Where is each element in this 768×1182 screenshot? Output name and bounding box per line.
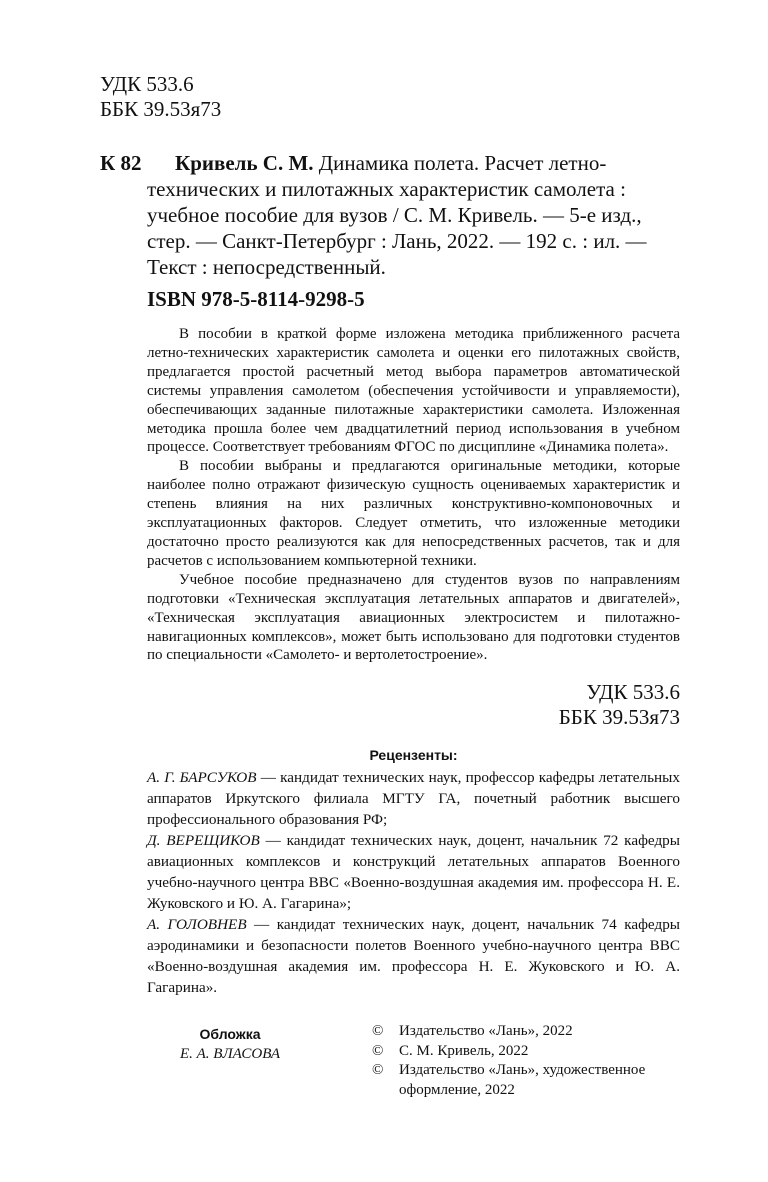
bibliographic-entry: [175, 150, 680, 176]
copyright-icon: ©: [372, 1023, 384, 1039]
bib-line-1: [175, 150, 680, 176]
author-name: Кривель С. М.: [175, 151, 314, 175]
bbk-code-bottom: ББК 39.53я73: [558, 705, 680, 729]
copyright-notices: [372, 1022, 692, 1100]
cover-credit-title: Обложка: [199, 1026, 261, 1042]
reviewer-description: — кандидат технических наук, доцент, начальник 72 кафедры авиационных комплексов и конструкций летательных аппаратов Военного учебно-научного центра ВВС «Военно-воздушная академия им. профессора Н. Е. Жуковского и Ю. А. Гагарина»;: [147, 832, 680, 912]
abstract-paragraph-2: В пособии выбраны и предлагаются оригинальные методики, которые наиболее полно отражают физическую сущность оцениваемых характеристик и степень влияния на них различных конструктивно-компоновочных и эксплуатационных факторов. Следует отметить, что изложенные методики достаточно просто реализуются как для непосредственных расчетов, так и для расчетов с использованием компьютерной техники.: [147, 458, 680, 569]
udk-code: УДК 533.6: [100, 72, 194, 96]
bib-line-2: технических и пилотажных характеристик самолета :: [147, 177, 626, 201]
copyright-text: С. М. Кривель, 2022: [399, 1042, 529, 1059]
classification-codes-bottom: [559, 680, 680, 730]
reviewers-section: [147, 745, 680, 998]
bib-line-5: Текст : непосредственный.: [147, 255, 386, 279]
reviewer-name: А. ГОЛОВНЕВ: [147, 916, 247, 933]
reviewer-item: [147, 914, 680, 998]
copyright-text: Издательство «Лань», 2022: [399, 1023, 573, 1039]
reviewer-name: Д. ВЕРЕЩИКОВ: [147, 832, 260, 849]
reviewer-name: А. Г. БАРСУКОВ: [147, 769, 257, 786]
bib-line-3: учебное пособие для вузов / С. М. Кривель. — 5-е изд.,: [147, 203, 642, 227]
copyright-icon: ©: [372, 1042, 384, 1059]
bib-line-4: стер. — Санкт-Петербург : Лань, 2022. — 192 с. : ил. —: [147, 229, 647, 253]
bibliographic-record: [100, 150, 680, 280]
reviewer-description: — кандидат технических наук, доцент, начальник 74 кафедры аэродинамики и безопасности полетов Военного учебно-научного центра ВВС «Военно-воздушная академия им. профессора Н. Е. Жуковского и Ю. А. Гагарина».: [147, 916, 680, 996]
copyright-row: [372, 1022, 692, 1042]
copyright-row: [372, 1061, 692, 1100]
abstract: [147, 325, 680, 665]
copyright-icon: ©: [372, 1062, 384, 1078]
reviewers-heading: Рецензенты:: [369, 747, 458, 763]
copyright-row: [372, 1042, 692, 1062]
udk-code-bottom: УДК 533.6: [586, 680, 680, 704]
classification-codes-top: [100, 72, 221, 122]
isbn: ISBN 978-5-8114-9298-5: [147, 287, 365, 311]
reviewer-item: [147, 767, 680, 830]
abstract-paragraph-3: Учебное пособие предназначено для студентов вузов по направлениям подготовки «Техническая эксплуатация летательных аппаратов и двигателей», «Техническая эксплуатация авиационных электросистем и пилотажно-навигационных комплексов», может быть использовано для подготовки студентов по специальности «Самолето- и вертолетостроение».: [147, 571, 680, 664]
author-mark: К 82: [100, 151, 142, 175]
reviewer-item: [147, 830, 680, 914]
reviewer-description: — кандидат технических наук, профессор кафедры летательных аппаратов Иркутского филиала МГТУ ГА, почетный работник высшего профессионального образования РФ;: [147, 769, 680, 828]
bib-title-start: Динамика полета. Расчет летно-: [318, 151, 607, 175]
cover-credit: [160, 1024, 300, 1064]
copyright-text: Издательство «Лань», художественное оформление, 2022: [399, 1062, 646, 1098]
abstract-paragraph-1: В пособии в краткой форме изложена методика приближенного расчета летно-технических характеристик самолета и оценки его пилотажных свойств, предлагается простой расчетный метод выбора параметров автоматической системы управления самолетом (обеспечения устойчивости и управляемости), обеспечивающих заданные пилотажные характеристики самолета. Изложенная методика прошла более чем двадцатилетний период использования в учебном процессе. Соответствует требованиям ФГОС по дисциплине «Динамика полета».: [147, 326, 680, 456]
cover-designer-name: Е. А. ВЛАСОВА: [179, 1046, 281, 1062]
bbk-code: ББК 39.53я73: [100, 97, 222, 121]
